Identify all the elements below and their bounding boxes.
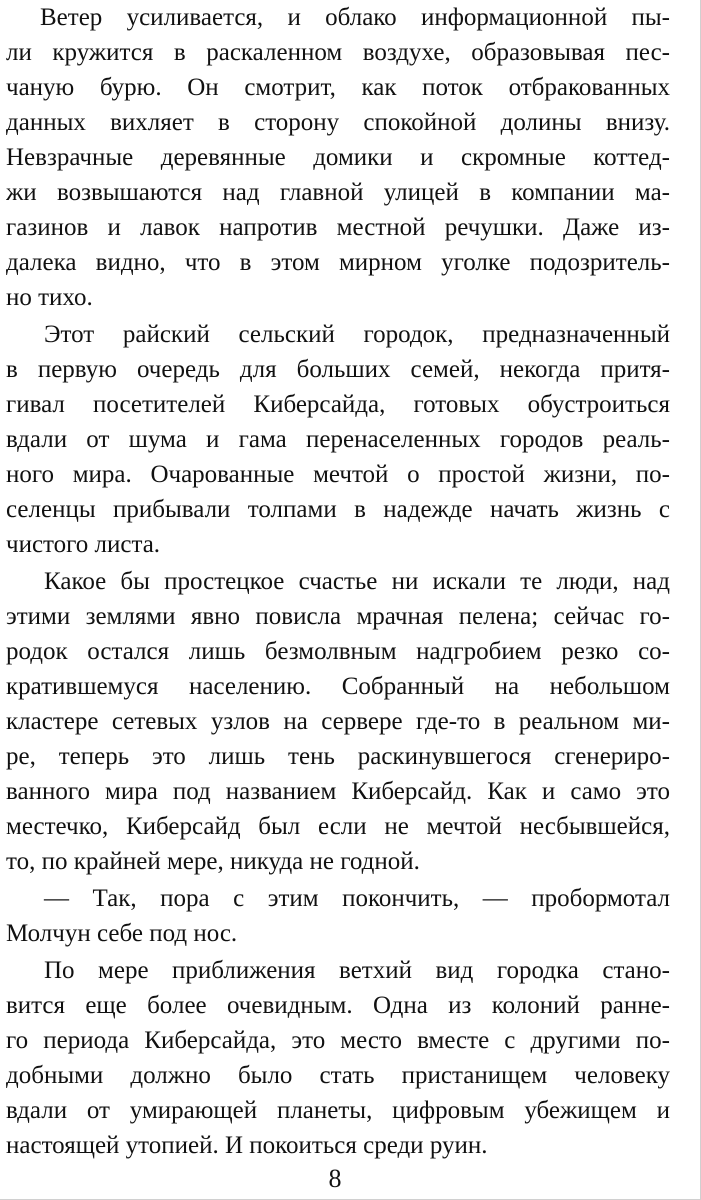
text-line: чаную бурю. Он смотрит, как поток отбракованных — [6, 74, 670, 101]
text-line: кратившемуся населению. Собранный на небольшом — [6, 673, 670, 700]
text-line: Молчун себе под нос. — [6, 920, 238, 947]
text-line: вдали от умирающей планеты, цифровым убежищем и — [6, 1097, 670, 1124]
text-line: По мере приближения ветхий вид городка стано- — [44, 957, 670, 984]
text-line: Какое бы простецкое счастье ни искали те люди, над — [44, 568, 670, 595]
text-line: кластере сетевых узлов на сервере где-то в реальном ми- — [6, 708, 670, 735]
body-text — [6, 0, 670, 1163]
paragraph-2 — [6, 317, 670, 562]
text-line: далека видно, что в этом мирном уголке подозритель- — [6, 249, 670, 276]
text-line: местечко, Киберсайд был если не мечтой несбывшейся, — [6, 813, 670, 840]
paragraph-3 — [6, 564, 670, 879]
paragraph-1 — [6, 0, 670, 315]
text-line: чистого листа. — [6, 531, 161, 558]
text-line: ре, теперь это лишь тень раскинувшегося сгенериро- — [6, 743, 670, 770]
text-line: то, по крайней мере, никуда не годной. — [6, 848, 420, 875]
paragraph-5 — [6, 953, 670, 1163]
text-line: ванного мира под названием Киберсайд. Как и само это — [6, 778, 670, 805]
text-line: го периода Киберсайда, это место вместе с другими по- — [6, 1027, 670, 1054]
text-line: гивал посетителей Киберсайда, готовых обустроиться — [6, 391, 670, 418]
text-line: Невзрачные деревянные домики и скромные коттед- — [6, 144, 670, 171]
text-line: Ветер усиливается, и облако информационной пы- — [40, 4, 670, 31]
text-line: ного мира. Очарованные мечтой о простой жизни, по- — [6, 461, 670, 488]
text-line: данных вихляет в сторону спокойной долины внизу. — [6, 109, 670, 136]
text-line: но тихо. — [6, 284, 93, 311]
text-line: — Так, пора с этим покончить, — пробормотал — [44, 885, 670, 912]
text-line: в первую очередь для больших семей, некогда притя- — [6, 356, 670, 383]
text-line: этими землями явно повисла мрачная пелена; сейчас го- — [6, 603, 670, 630]
text-line: вится еще более очевидным. Одна из колоний ранне- — [6, 992, 670, 1019]
text-line: ли кружится в раскаленном воздухе, образовывая пес- — [6, 39, 670, 66]
text-line: родок остался лишь безмолвным надгробием резко со- — [6, 638, 670, 665]
text-line: вдали от шума и гама перенаселенных городов реаль- — [6, 426, 670, 453]
text-line: Этот райский сельский городок, предназначенный — [44, 321, 670, 348]
text-line: добными должно было стать пристанищем человеку — [6, 1062, 670, 1089]
page-number: 8 — [328, 1164, 342, 1193]
text-line: жи возвышаются над главной улицей в компании ма- — [6, 179, 670, 206]
text-line: селенцы прибывали толпами в надежде начать жизнь с — [6, 496, 670, 523]
text-line: газинов и лавок напротив местной речушки. Даже из- — [6, 214, 670, 241]
paragraph-4 — [6, 881, 670, 951]
text-line: настоящей утопией. И покоиться среди руин. — [6, 1132, 488, 1159]
